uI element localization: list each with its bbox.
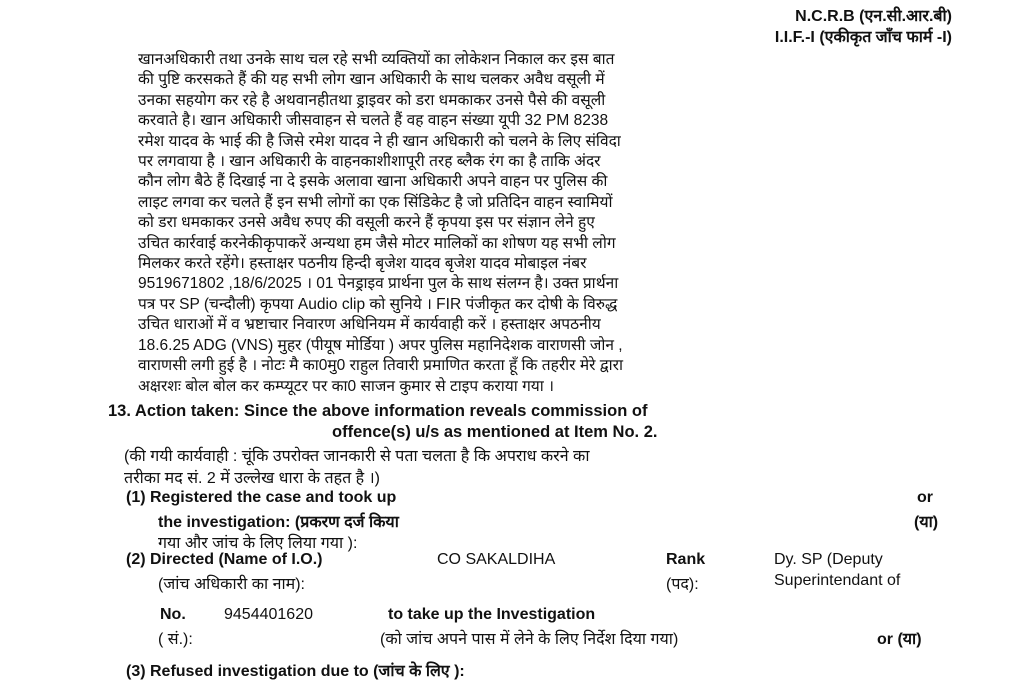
- sub1-label: (1) Registered the case and took up: [126, 489, 397, 506]
- no-value: 9454401620: [224, 606, 313, 623]
- text-line: को डरा धमकाकर उनसे अवैध रुपए की वसूली करने हैं कृपया इस पर संज्ञान लेने हुए: [138, 214, 595, 232]
- text-line: पत्र पर SP (चन्दौली) कृपया Audio clip को सुनिये । FIR पंजीकृत कर दोषी के विरुद्ध: [138, 295, 618, 313]
- rank-value: Dy. SP (Deputy: [774, 551, 883, 568]
- directed-hindi: (को जांच अपने पास में लेने के लिए निर्देश दिया गया): [380, 631, 679, 648]
- text-line: उनका सहयोग कर रहे है अथवानहीतथा ड्राइवर को डरा धमकाकर उनसे पैसे की वसूली: [138, 91, 606, 109]
- text-line: खानअधिकारी तथा उनके साथ चल रहे सभी व्यक्तियों का लोकेशन निकाल कर इस बात: [138, 51, 615, 68]
- or-ya: or (या): [877, 631, 922, 648]
- text-line: 18.6.25 ADG (VNS) मुहर (पीयूष मोर्डिया ) अपर पुलिस महानिदेशक वाराणसी जोन ,: [138, 336, 623, 354]
- complaint-text: [138, 50, 878, 397]
- sub1-or: or: [917, 489, 933, 506]
- text-line: वाराणसी लगी हुई है । नोटः मै का0मु0 राहुल तिवारी प्रमाणित करता हूँ कि तहरीर मेरे द्वारा: [138, 357, 624, 375]
- sub1-ya: (या): [914, 514, 939, 531]
- sub3-label: (3) Refused investigation due to (जांच के लिए ):: [126, 663, 465, 680]
- rank-value-cont: Superintendant of: [774, 572, 901, 589]
- sub1-line2: the investigation: (प्रकरण दर्ज किया: [158, 514, 399, 531]
- item13-hindi-cont: तरीका मद सं. 2 में उल्लेख धारा के तहत है ।): [124, 470, 380, 487]
- text-line: 9519671802 ,18/6/2025 । 01 पेनड्राइव प्रार्थना पुल के साथ संलग्न है। उक्त प्रार्थना: [138, 275, 619, 293]
- io-name-value: CO SAKALDIHA: [437, 551, 556, 568]
- text-line: करवाते है। खान अधिकारी जीसवाहन से चलते हैं वह वाहन संख्या यूपी 32 PM 8238: [138, 112, 609, 130]
- text-line: उचित धाराओं में व भ्रष्टाचार निवारण अधिनियम में कार्यवाही करें । हस्ताक्षर अपठनीय: [138, 316, 601, 334]
- ncrb-header: N.C.R.B (एन.सी.आर.बी): [795, 8, 952, 25]
- take-up-text: to take up the Investigation: [388, 606, 596, 623]
- text-line: रमेश यादव के भाई की है जिसे रमेश यादव ने ही खान अधिकारी को चलने के लिए संविदा: [138, 132, 621, 150]
- item13-heading-cont: offence(s) u/s as mentioned at Item No. 2.: [332, 423, 658, 441]
- item13-heading: 13. Action taken: Since the above information reveals commission of: [108, 402, 648, 420]
- rank-hindi: (पद):: [666, 576, 699, 593]
- item13-hindi: (की गयी कार्यवाही : चूंकि उपरोक्त जानकारी से पता चलता है कि अपराध करने का: [124, 448, 590, 465]
- text-line: मिलकर करते रहेंगे। हस्ताक्षर पठनीय हिन्दी बृजेश यादव बृजेश यादव मोबाइल नंबर: [138, 255, 587, 273]
- rank-label: Rank: [666, 551, 706, 568]
- no-label: No.: [160, 606, 186, 623]
- text-line: उचित कार्रवाई करनेकीकृपाकरें अन्यथा हम जैसे मोटर मालिकों का शोषण यह सभी लोग: [138, 234, 616, 252]
- text-line: कौन लोग बैठे हैं दिखाई ना दे इसके अलावा खाना अधिकारी अपने वाहन पर पुलिस की: [138, 173, 608, 191]
- io-name-hindi: (जांच अधिकारी का नाम):: [158, 576, 305, 593]
- text-line: की पुष्टि करसकते हैं की यह सभी लोग खान अधिकारी के साथ चलकर अवैध वसूली में: [138, 71, 605, 89]
- form-title: I.I.F.-I (एकीकृत जाँच फार्म -I): [774, 29, 952, 46]
- text-line: पर लगवाया है । खान अधिकारी के वाहनकाशीशापूरी तरह ब्लैक रंग का है ताकि अंदर: [138, 153, 601, 171]
- text-line: लाइट लगवा कर चलते हैं इन सभी लोगों का एक सिंडिकेट है जो प्रतिदिन वाहन स्वामियों: [138, 193, 613, 211]
- sub2-label: (2) Directed (Name of I.O.): [126, 551, 323, 568]
- text-line: अक्षरशः बोल बोल कर कम्प्यूटर पर का0 साजन कुमार से टाइप कराया गया ।: [138, 377, 554, 395]
- sub1-line3: गया और जांच के लिए लिया गया ):: [158, 535, 358, 552]
- sn-hindi: ( सं.):: [158, 631, 193, 648]
